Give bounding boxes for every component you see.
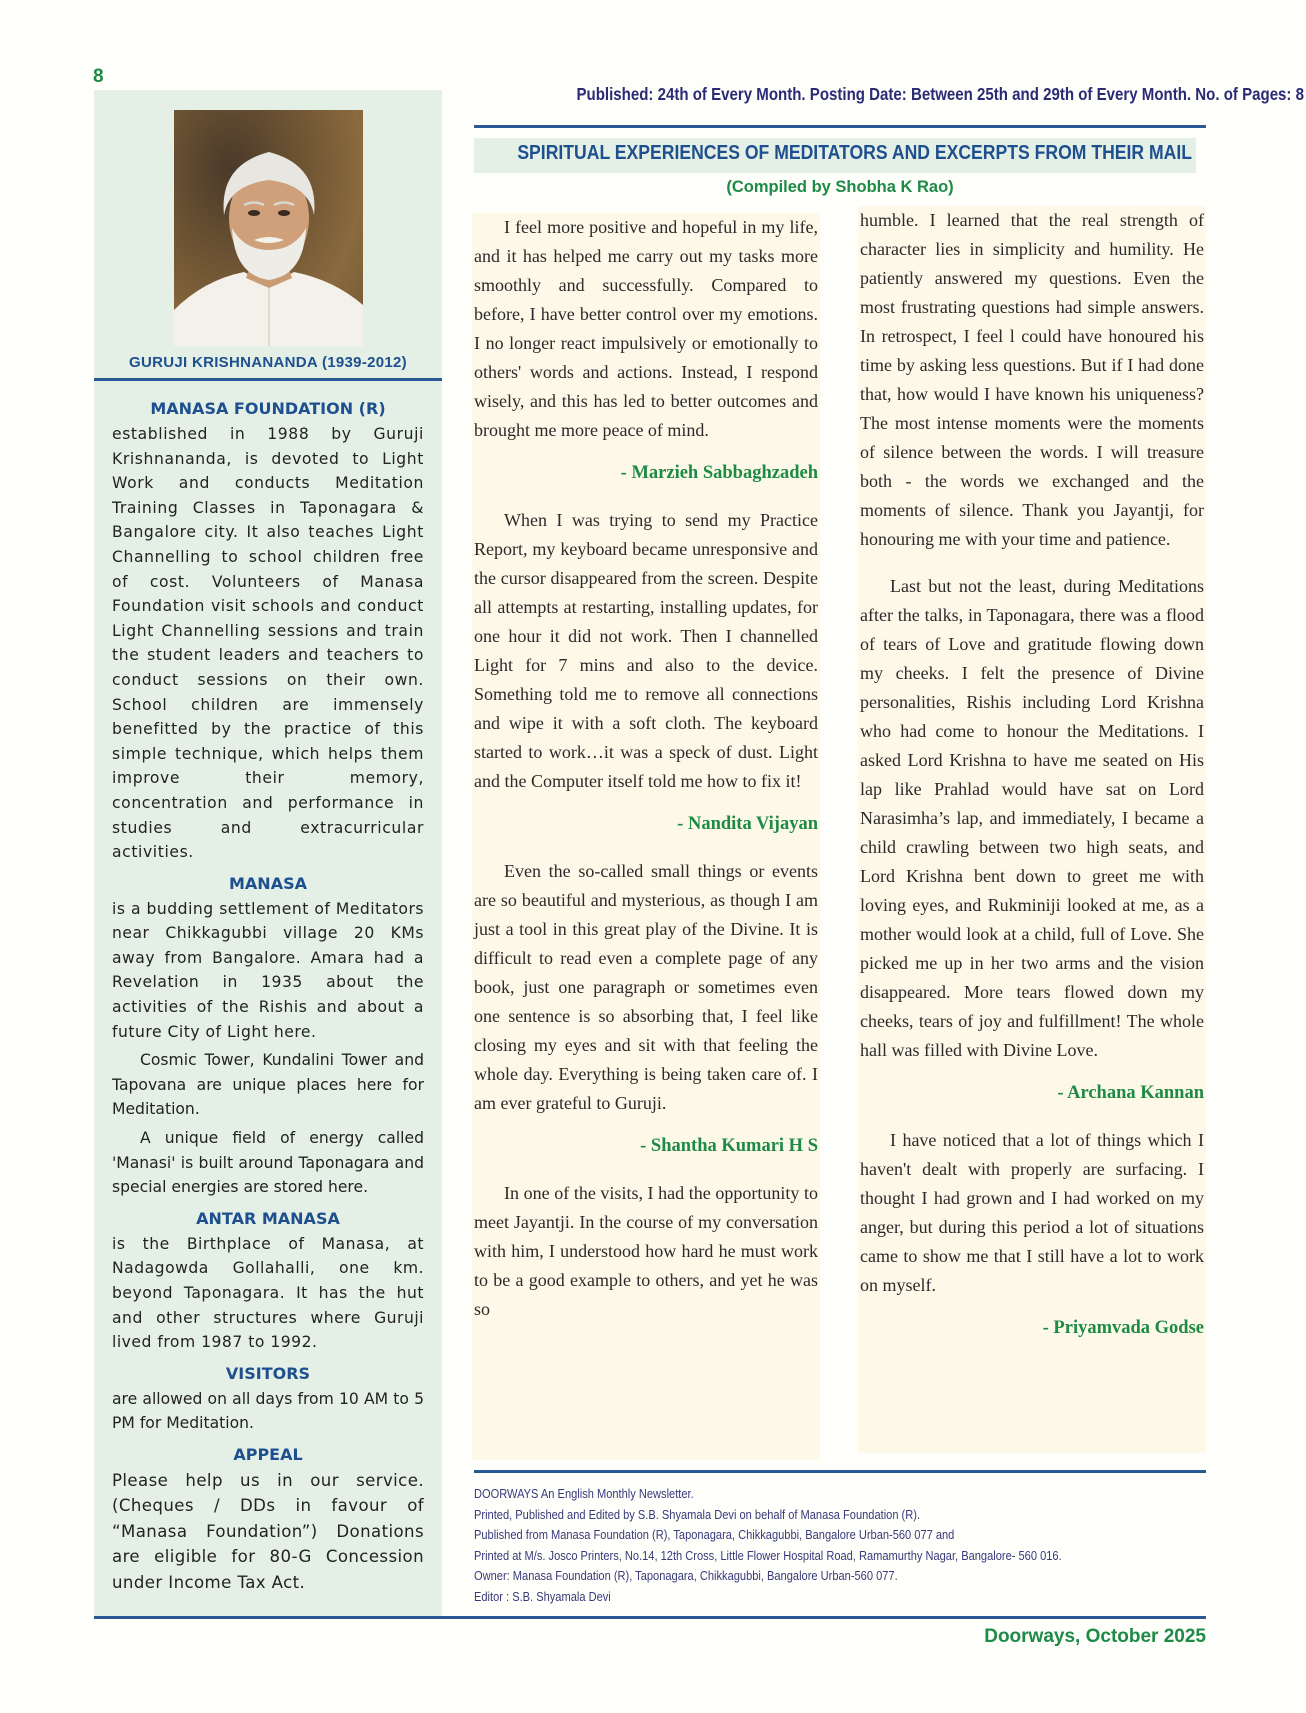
- testimonial-author: - Marzieh Sabbaghzadeh: [620, 463, 818, 483]
- compiled-by: (Compiled by Shobha K Rao): [726, 178, 954, 196]
- section-heading-manasa: MANASA: [229, 873, 307, 893]
- issue-footer: Doorways, October 2025: [984, 1626, 1206, 1647]
- section-heading-manasa-foundation: MANASA FOUNDATION (R): [150, 399, 386, 418]
- guruji-portrait: [174, 110, 363, 346]
- testimonial-text-continued: humble. I learned that the real strength of character lies in simplicity and humility. He patiently answered my questions. Even the most frustrating questions had simple answers. In retrospect, I feel l could have honoured his time by asking less questions. But if I had done that, how would I have known his uniqueness? The most intense moments were the moments of silence between the words. I will treasure both - the words we exchanged and the moments of silence. Thank you Jayantji, for honouring me with your time and patience.: [860, 210, 1204, 549]
- bottom-divider: [94, 1616, 1206, 1619]
- imprint-line: Owner: Manasa Foundation (R), Taponagara, Chikkagubbi, Bangalore Urban-560 077.: [474, 1569, 898, 1583]
- portrait-image: [174, 110, 363, 346]
- section-text: Cosmic Tower, Kundalini Tower and Tapovana are unique places here for Meditation.: [112, 1051, 424, 1119]
- section-text: A unique field of energy called 'Manasi' is built around Taponagara and special energies are stored here.: [112, 1129, 424, 1197]
- section-text: are allowed on all days from 10 AM to 5 PM for Meditation.: [112, 1389, 424, 1433]
- imprint-divider: [474, 1470, 1206, 1473]
- article-column-left: [472, 213, 820, 1460]
- imprint-block: [474, 1484, 1214, 1607]
- imprint-line: Printed at M/s. Josco Printers, No.14, 12th Cross, Little Flower Hospital Road, Ramamurthy Nagar, Bangalore- 560 016.: [474, 1548, 1062, 1563]
- testimonial-author: - Archana Kannan: [1057, 1083, 1204, 1103]
- sidebar-content: [112, 390, 424, 1595]
- section-heading-visitors: VISITORS: [225, 1363, 311, 1383]
- section-text: established in 1988 by Guruji Krishnananda, is devoted to Light Work and conducts Meditation Training Classes in Taponagara & Bangalore city. It also teaches Light Channelling to school children free of cost. Volunteers of Manasa Foundation visit schools and conduct Light Channelling sessions and train the student leaders and teachers to conduct sessions on their own. School children are immensely benefitted by the practice of this simple technique, which helps them improve their memory, concentration and performance in studies and extracurricular activities.: [112, 425, 424, 862]
- testimonial-text: When I was trying to send my Practice Report, my keyboard became unresponsive and the cursor disappeared from the screen. Despite all attempts at restarting, installing updates, for one hour it did not work. Then I channelled Light for 7 mins and also to the device. Something told me to remove all connections and wipe it with a soft cloth. The keyboard started to work…it was a speck of dust. Light and the Computer itself told me how to fix it!: [474, 510, 818, 791]
- testimonial-text: Even the so-called small things or events are so beautiful and mysterious, as though I am just a tool in this great play of the Divine. It is difficult to read even a complete page of any book, just one paragraph or sometimes even one sentence is so absorbing that, I feel like closing my eyes and sit with that feeling the whole day. Everything is being taken care of. I am ever grateful to Guruji.: [474, 861, 818, 1113]
- caption-divider: [94, 378, 442, 381]
- testimonial-author: - Shantha Kumari H S: [640, 1136, 818, 1156]
- imprint-line: Published from Manasa Foundation (R), Taponagara, Chikkagubbi, Bangalore Urban-560 077 and: [474, 1528, 955, 1542]
- testimonial-text: In one of the visits, I had the opportunity to meet Jayantji. In the course of my conversation with him, I understood how hard he must work to be a good example to others, and yet he was so: [474, 1183, 818, 1319]
- section-heading-antar-manasa: ANTAR MANASA: [196, 1208, 340, 1228]
- publication-schedule: Published: 24th of Every Month. Posting Date: Between 25th and 29th of Every Month. No. of Pages: 8: [576, 84, 1304, 104]
- imprint-line: Printed, Published and Edited by S.B. Shyamala Devi on behalf of Manasa Foundation (R).: [474, 1507, 921, 1522]
- imprint-line: DOORWAYS An English Monthly Newsletter.: [474, 1487, 694, 1501]
- testimonial-author: - Priyamvada Godse: [1042, 1318, 1204, 1338]
- appeal-text: Please help us in our service. (Cheques / DDs in favour of “Manasa Foundation”) Donations are eligible for 80-G Concession under Income Tax Act.: [112, 1470, 424, 1592]
- header-divider: [474, 125, 1206, 128]
- section-text: is the Birthplace of Manasa, at Nadagowda Gollahalli, one km. beyond Taponagara. It has the hut and other structures where Guruji lived from 1987 to 1992.: [112, 1234, 424, 1352]
- page-number: 8: [93, 66, 104, 87]
- testimonial-author: - Nandita Vijayan: [677, 814, 818, 834]
- testimonial-text: I feel more positive and hopeful in my life, and it has helped me carry out my tasks more smoothly and successfully. Compared to before, I have better control over my emotions. I no longer react impulsively or emotionally to others' words and actions. Instead, I respond wisely, and this has led to better outcomes and brought me more peace of mind.: [474, 217, 818, 440]
- portrait-caption: GURUJI KRISHNANANDA (1939-2012): [129, 354, 407, 371]
- section-text: is a budding settlement of Meditators near Chikkagubbi village 20 KMs away from Bangalore. Amara had a Revelation in 1935 about the activities of the Rishis and about a future City of Light here.: [112, 899, 424, 1041]
- article-column-right: [858, 206, 1206, 1453]
- section-heading-appeal: APPEAL: [233, 1444, 303, 1464]
- article-title: SPIRITUAL EXPERIENCES OF MEDITATORS AND EXCERPTS FROM THEIR MAIL: [517, 142, 1193, 164]
- testimonial-text: I have noticed that a lot of things which I haven't dealt with properly are surfacing. I thought I had grown and I had worked on my anger, but during this period a lot of situations came to show me that I still have a lot to work on myself.: [860, 1130, 1204, 1295]
- testimonial-text: Last but not the least, during Meditations after the talks, in Taponagara, there was a flood of tears of Love and gratitude flowing down my cheeks. I felt the presence of Divine personalities, Rishis including Lord Krishna who had come to honour the Meditations. I asked Lord Krishna to have me seated on His lap like Prahlad would have sat on Lord Narasimha’s lap, and immediately, I became a child crawling between two high seats, and Lord Krishna bent down to greet me with loving eyes, and Rukminiji looked at me, as a mother would look at a child, full of Love. She picked me up in her two arms and the vision disappeared. More tears flowed down my cheeks, tears of joy and fulfillment! The whole hall was filled with Divine Love.: [860, 576, 1204, 1060]
- sidebar: [94, 90, 442, 1618]
- imprint-line: Editor : S.B. Shyamala Devi: [474, 1589, 611, 1604]
